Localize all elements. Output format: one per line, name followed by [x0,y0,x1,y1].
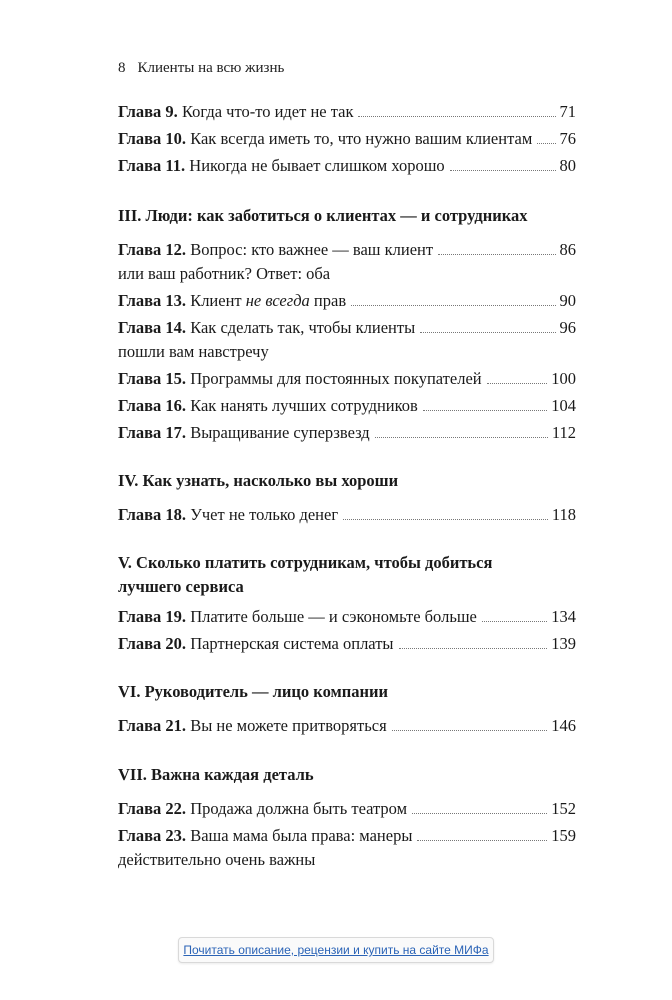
chapter-page: 104 [551,396,576,415]
chapter-page: 90 [559,291,576,310]
chapter-label: Глава 18. [118,505,187,524]
chapter-label: Глава 9. [118,102,178,121]
toc-entry-ch14-line2 [118,340,576,364]
chapter-page: 139 [551,634,576,653]
toc-entry-ch18 [118,503,576,527]
chapter-page: 112 [551,423,576,442]
chapter-title: Как сделать так, чтобы клиенты [190,318,416,337]
book-title: Клиенты на всю жизнь [137,60,285,76]
chapter-page: 71 [559,102,576,121]
toc-entry-ch10 [118,127,576,151]
chapter-title: Выращивание суперзвезд [190,423,370,442]
chapter-title: Продажа должна быть театром [190,799,408,818]
chapter-title-continued: или ваш работник? Ответ: оба [118,264,331,283]
dot-leader [423,410,547,411]
dot-leader [537,143,555,144]
chapter-label: Глава 21. [118,716,187,735]
chapter-title: Как нанять лучших сотрудников [190,396,418,415]
chapter-title: Вопрос: кто важнее — ваш клиент [190,240,434,259]
chapter-title-emphasis: не всегда [245,291,310,310]
chapter-title-continued: действительно очень важны [118,850,316,869]
toc-entry-ch17 [118,421,576,445]
chapter-label: Глава 14. [118,318,187,337]
running-head [118,60,284,77]
chapter-title: Вы не можете притворяться [190,716,387,735]
section-heading-line: лучшего сервиса [118,577,244,596]
dot-leader [412,813,547,814]
chapter-label: Глава 17. [118,423,187,442]
chapter-page: 76 [559,129,576,148]
toc-entry-ch13 [118,289,576,313]
section-heading-3: III. Люди: как заботиться о клиентах — и сотрудниках [118,206,528,225]
section-heading-4: IV. Как узнать, насколько вы хороши [118,471,399,490]
toc-entry-ch9 [118,100,576,124]
table-of-contents [118,100,576,875]
toc-entry-ch20 [118,632,576,656]
chapter-page: 118 [551,505,576,524]
section-heading-7: VII. Важна каждая деталь [118,765,314,784]
dot-leader [450,170,556,171]
section-heading-6: VI. Руководитель — лицо компании [118,682,389,701]
chapter-title: Никогда не бывает слишком хорошо [189,156,445,175]
chapter-title: Учет не только денег [190,505,339,524]
toc-entry-ch19 [118,605,576,629]
toc-entry-ch21 [118,714,576,738]
chapter-page: 96 [559,318,576,337]
chapter-label: Глава 12. [118,240,187,259]
dot-leader [358,116,555,117]
chapter-label: Глава 23. [118,826,187,845]
dot-leader [417,840,547,841]
dot-leader [399,648,548,649]
toc-entry-ch22 [118,797,576,821]
section-heading-line: V. Сколько платить сотрудникам, чтобы добиться [118,553,493,572]
page-number: 8 [118,60,126,76]
chapter-label: Глава 16. [118,396,187,415]
chapter-page: 159 [551,826,576,845]
chapter-title: Платите больше — и сэкономьте больше [190,607,477,626]
toc-entry-ch14 [118,316,576,340]
dot-leader [482,621,547,622]
chapter-label: Глава 20. [118,634,187,653]
dot-leader [343,519,548,520]
chapter-label: Глава 22. [118,799,187,818]
chapter-title: Партнерская система оплаты [190,634,394,653]
chapter-title: Клиент [190,291,246,310]
dot-leader [392,730,548,731]
toc-entry-ch23-line2 [118,848,576,872]
toc-entry-ch12-line2 [118,262,576,286]
chapter-title: Как всегда иметь то, что нужно вашим клиентам [190,129,533,148]
toc-entry-ch11 [118,154,576,178]
dot-leader [375,437,548,438]
chapter-title: Ваша мама была права: манеры [190,826,413,845]
toc-entry-ch15 [118,367,576,391]
chapter-page: 100 [551,369,576,388]
chapter-label: Глава 13. [118,291,187,310]
toc-entry-ch12 [118,238,576,262]
chapter-title-continued: пошли вам навстречу [118,342,269,361]
toc-entry-ch16 [118,394,576,418]
dot-leader [487,383,548,384]
chapter-label: Глава 11. [118,156,186,175]
chapter-page: 134 [551,607,576,626]
chapter-title: Когда что-то идет не так [181,102,354,121]
chapter-page: 86 [559,240,576,259]
chapter-title: Программы для постоянных покупателей [190,369,482,388]
chapter-page: 146 [551,716,576,735]
chapter-title: прав [309,291,347,310]
section-heading-5 [118,551,576,599]
chapter-label: Глава 15. [118,369,187,388]
dot-leader [438,254,555,255]
chapter-page: 152 [551,799,576,818]
chapter-label: Глава 19. [118,607,187,626]
buy-on-mif-link[interactable]: Почитать описание, рецензии и купить на сайте МИФа [178,937,494,963]
dot-leader [420,332,555,333]
dot-leader [351,305,555,306]
toc-entry-ch23 [118,824,576,848]
chapter-page: 80 [559,156,576,175]
chapter-label: Глава 10. [118,129,187,148]
